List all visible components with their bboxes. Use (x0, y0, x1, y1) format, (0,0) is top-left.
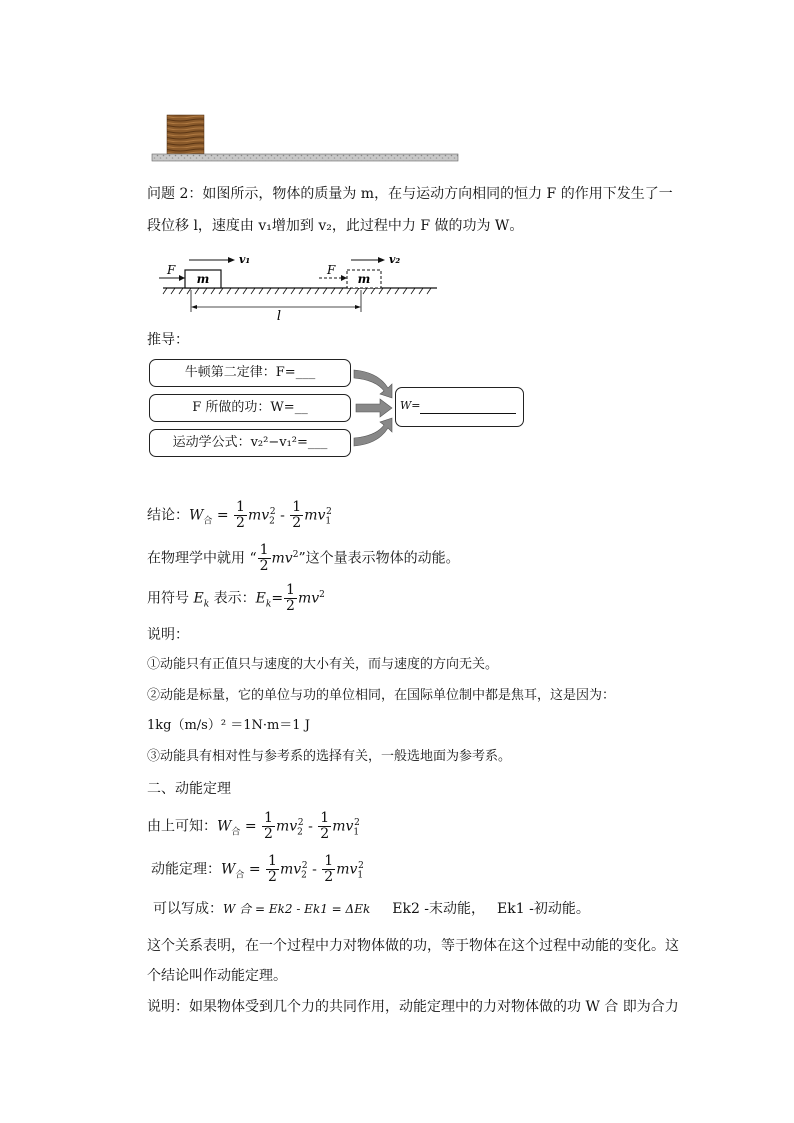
w-sub-2: 合 (231, 827, 241, 838)
ek-sub-2: k (265, 599, 272, 610)
arrow-bottom (354, 418, 392, 446)
wood-block (167, 115, 204, 154)
box-work (149, 394, 351, 422)
kinetic-definition: 在物理学中就用 “ $\frac{1}{2}$ $mv^2$”这个量表示物体的动能。 (147, 542, 460, 575)
write-formula: W 合 = Ek2 - Ek1 = ΔEk (223, 902, 371, 916)
w-sub: 合 (203, 516, 213, 527)
derivation-arrows (352, 360, 398, 456)
v1-label: v₁ (239, 253, 251, 266)
arrow-middle (356, 399, 392, 417)
kinetic-pre: 在物理学中就用 “ (147, 550, 257, 567)
symbol-mid: 表示： (209, 590, 256, 607)
displacement-label: l (276, 309, 282, 322)
problem-line-1: 问题 2：如图所示，物体的质量为 m，在与运动方向相同的恒力 F 的作用下发生了一 (147, 186, 673, 202)
ek-sub: k (203, 599, 210, 610)
problem-line-2: 段位移 l，速度由 v₁增加到 v₂，此过程中力 F 做的功为 W。 (147, 218, 524, 234)
box-newton (149, 359, 351, 387)
paragraph-2: 说明：如果物体受到几个力的共同作用，动能定理中的力对物体做的功 W 合 即为合力 (147, 999, 679, 1015)
motion-figure (155, 250, 445, 322)
ek-symbol: E (193, 590, 204, 607)
paragraph-1b: 个结论叫作动能定理。 (147, 968, 287, 984)
ek-symbol-2: E (255, 590, 266, 607)
paragraph-1a: 这个关系表明，在一个过程中力对物体做的功，等于物体在这个过程中动能的变化。这 (147, 938, 679, 954)
from-above-line: 由上可知：$W_合$ = $\frac{1}{2}$ $mv_2^2$ - $\frac{1}{2}$ $mv_1^2$ (147, 810, 360, 843)
theorem-line: 动能定理：$W_合$ = $\frac{1}{2}$ $mv_2^2$ - $\frac{1}{2}$ $mv_1^2$ (151, 853, 364, 886)
symbol-eq: = (271, 590, 284, 607)
symbol-line: 用符号 $E_k$ 表示：$E_k=$ $\frac{1}{2}$ $mv^2$ (147, 582, 325, 615)
note-3: ③动能具有相对性与参考系的选择有关，一般选地面为参考系。 (147, 749, 512, 764)
mass-label-1: m (196, 272, 210, 286)
w-sub-3: 合 (235, 870, 245, 881)
conclusion-label: 结论： (147, 507, 189, 524)
force-label-1: F (167, 263, 176, 277)
ground-strip (152, 154, 458, 161)
note-1: ①动能只有正值只与速度的大小有关，而与速度的方向无关。 (147, 657, 499, 672)
note-2: ②动能是标量，它的单位与功的单位相同，在国际单位制中都是焦耳，这是因为： (147, 688, 616, 703)
final-ke: Ek2 -末动能， (392, 901, 486, 917)
box-result (395, 387, 524, 427)
result-blank (420, 413, 516, 414)
box-work-text: F 所做的功：W=__ (192, 400, 308, 415)
box-kinematics-text: 运动学公式：v₂²−v₁²=___ (172, 435, 328, 450)
can-write-label: 可以写成： (153, 901, 223, 917)
note-2b: 1kg（m/s）² ＝1N·m＝1 J (147, 718, 310, 733)
arrow-top (354, 370, 392, 398)
section2-title: 二、动能定理 (147, 781, 231, 797)
kinetic-post: ”这个量表示物体的动能。 (298, 550, 460, 567)
result-label: W= (400, 399, 421, 412)
derivation-heading: 推导： (147, 332, 189, 348)
symbol-pre: 用符号 (147, 590, 194, 607)
from-above-label: 由上可知： (147, 818, 217, 835)
conclusion-line: 结论：$W_合$ = $\frac{1}{2}$ $mv_2^2$ - $\frac{1}{2}$ $mv_1^2$ (147, 499, 332, 532)
box-kinematics (149, 429, 351, 457)
v2-label: v₂ (389, 253, 401, 266)
notes-heading: 说明： (147, 627, 189, 643)
can-write-line (153, 899, 590, 919)
theorem-label: 动能定理： (151, 861, 221, 878)
initial-ke: Ek1 -初动能。 (497, 901, 590, 917)
mass-label-2: m (357, 272, 371, 286)
box-newton-text: 牛顿第二定律：F=___ (184, 365, 316, 380)
block-on-ground-figure (150, 112, 462, 164)
force-label-2: F (327, 263, 336, 277)
